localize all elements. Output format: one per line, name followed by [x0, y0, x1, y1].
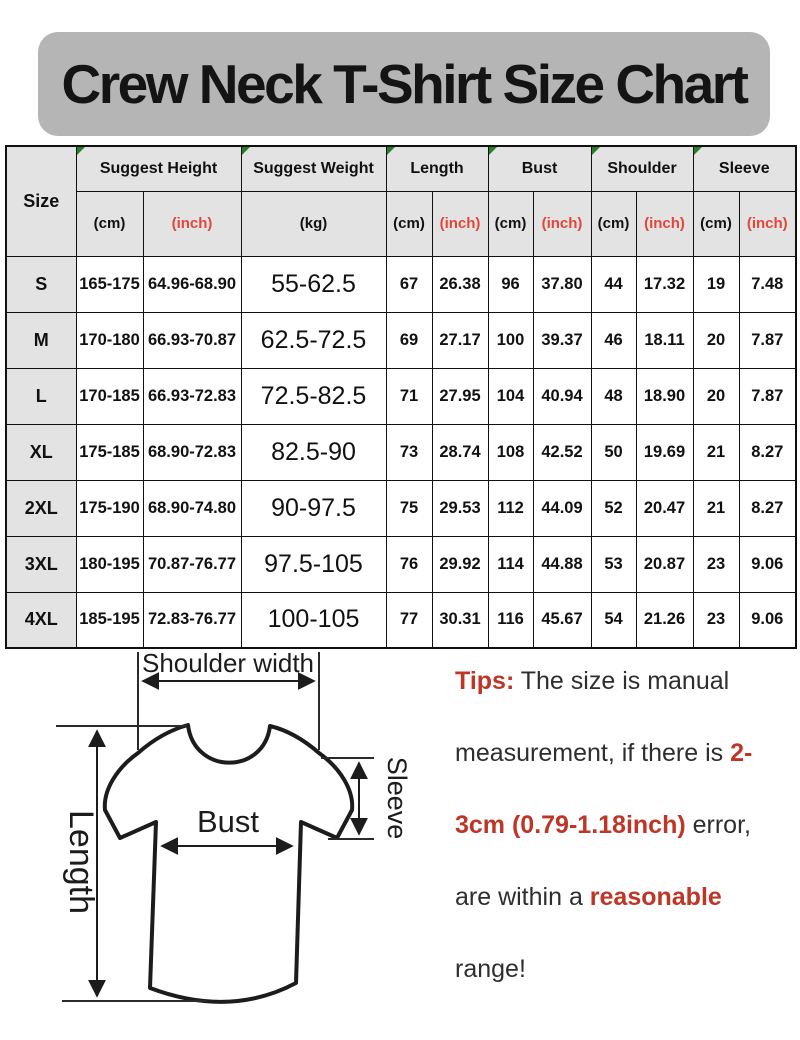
tips-text: The size is manual [514, 667, 730, 695]
value-cell: 75 [386, 480, 432, 536]
value-cell: 29.53 [432, 480, 488, 536]
size-cell: S [6, 256, 76, 312]
unit-header-height-cm: (cm) [76, 191, 143, 256]
value-cell: 8.27 [739, 424, 796, 480]
size-chart-table [5, 145, 797, 649]
value-cell: 20.87 [636, 536, 693, 592]
value-cell: 72.83-76.77 [143, 592, 241, 648]
value-cell: 39.37 [533, 312, 591, 368]
value-cell: 18.11 [636, 312, 693, 368]
value-cell: 9.06 [739, 536, 796, 592]
tips-line [455, 861, 800, 933]
value-cell: 90-97.5 [241, 480, 386, 536]
tshirt-outline [105, 725, 352, 1002]
value-cell: 17.32 [636, 256, 693, 312]
value-cell: 44.88 [533, 536, 591, 592]
size-cell: XL [6, 424, 76, 480]
size-cell: M [6, 312, 76, 368]
tips-text: are within a [455, 883, 590, 911]
tips-highlight: reasonable [589, 883, 722, 911]
tips-line [455, 789, 800, 861]
value-cell: 97.5-105 [241, 536, 386, 592]
value-cell: 68.90-74.80 [143, 480, 241, 536]
value-cell: 170-180 [76, 312, 143, 368]
tips-line [455, 933, 800, 1005]
tips-highlight: 3cm (0.79-1.18inch) [455, 811, 686, 839]
value-cell: 28.74 [432, 424, 488, 480]
value-cell: 9.06 [739, 592, 796, 648]
page-title: Crew Neck T-Shirt Size Chart [61, 53, 747, 115]
value-cell: 76 [386, 536, 432, 592]
value-cell: 30.31 [432, 592, 488, 648]
value-cell: 54 [591, 592, 636, 648]
size-cell: 4XL [6, 592, 76, 648]
col-header-suggest-weight: Suggest Weight [241, 146, 386, 191]
value-cell: 48 [591, 368, 636, 424]
value-cell: 68.90-72.83 [143, 424, 241, 480]
value-cell: 72.5-82.5 [241, 368, 386, 424]
size-cell: L [6, 368, 76, 424]
value-cell: 45.67 [533, 592, 591, 648]
value-cell: 112 [488, 480, 533, 536]
cell-marker-icon [592, 147, 600, 155]
tshirt-measurement-diagram [42, 650, 452, 1040]
value-cell: 23 [693, 592, 739, 648]
value-cell: 180-195 [76, 536, 143, 592]
length-label: Length [62, 810, 100, 914]
value-cell: 70.87-76.77 [143, 536, 241, 592]
value-cell: 108 [488, 424, 533, 480]
value-cell: 27.95 [432, 368, 488, 424]
unit-header-sleeve-inch: (inch) [739, 191, 796, 256]
value-cell: 7.87 [739, 368, 796, 424]
tips-text: measurement, if there is [455, 739, 731, 767]
col-header-length: Length [386, 146, 488, 191]
cell-marker-icon [242, 147, 250, 155]
unit-header-bust-cm: (cm) [488, 191, 533, 256]
unit-header-bust-inch: (inch) [533, 191, 591, 256]
value-cell: 7.87 [739, 312, 796, 368]
tips-text: range! [455, 955, 526, 983]
cell-marker-icon [694, 147, 702, 155]
col-header-sleeve: Sleeve [693, 146, 796, 191]
value-cell: 116 [488, 592, 533, 648]
size-cell: 2XL [6, 480, 76, 536]
tips-line [455, 645, 800, 717]
value-cell: 42.52 [533, 424, 591, 480]
tips-note [455, 645, 800, 1005]
value-cell: 66.93-70.87 [143, 312, 241, 368]
tips-line [455, 717, 800, 789]
sleeve-label: Sleeve [382, 756, 412, 840]
value-cell: 64.96-68.90 [143, 256, 241, 312]
table-row [6, 312, 796, 368]
unit-header-shoulder-inch: (inch) [636, 191, 693, 256]
value-cell: 44.09 [533, 480, 591, 536]
value-cell: 21 [693, 424, 739, 480]
value-cell: 19.69 [636, 424, 693, 480]
value-cell: 23 [693, 536, 739, 592]
value-cell: 20.47 [636, 480, 693, 536]
value-cell: 7.48 [739, 256, 796, 312]
value-cell: 40.94 [533, 368, 591, 424]
value-cell: 114 [488, 536, 533, 592]
value-cell: 175-185 [76, 424, 143, 480]
col-header-shoulder: Shoulder [591, 146, 693, 191]
tips-highlight: 2- [730, 739, 753, 767]
table-row [6, 368, 796, 424]
value-cell: 66.93-72.83 [143, 368, 241, 424]
table-row [6, 592, 796, 648]
value-cell: 19 [693, 256, 739, 312]
table-row [6, 536, 796, 592]
unit-header-length-cm: (cm) [386, 191, 432, 256]
table-row [6, 256, 796, 312]
value-cell: 73 [386, 424, 432, 480]
cell-marker-icon [387, 147, 395, 155]
value-cell: 26.38 [432, 256, 488, 312]
cell-marker-icon [77, 147, 85, 155]
shoulder-width-label: Shoulder width [142, 650, 314, 678]
col-header-size: Size [6, 146, 76, 256]
value-cell: 170-185 [76, 368, 143, 424]
value-cell: 20 [693, 312, 739, 368]
cell-marker-icon [489, 147, 497, 155]
value-cell: 52 [591, 480, 636, 536]
value-cell: 62.5-72.5 [241, 312, 386, 368]
unit-header-height-inch: (inch) [143, 191, 241, 256]
unit-header-weight-kg: (kg) [241, 191, 386, 256]
value-cell: 71 [386, 368, 432, 424]
bust-label: Bust [196, 804, 260, 839]
unit-header-shoulder-cm: (cm) [591, 191, 636, 256]
value-cell: 104 [488, 368, 533, 424]
value-cell: 50 [591, 424, 636, 480]
value-cell: 96 [488, 256, 533, 312]
title-banner [38, 32, 770, 136]
tips-text: error, [685, 811, 751, 839]
value-cell: 69 [386, 312, 432, 368]
unit-header-length-inch: (inch) [432, 191, 488, 256]
value-cell: 21 [693, 480, 739, 536]
value-cell: 165-175 [76, 256, 143, 312]
value-cell: 67 [386, 256, 432, 312]
value-cell: 20 [693, 368, 739, 424]
col-header-suggest-height: Suggest Height [76, 146, 241, 191]
value-cell: 100 [488, 312, 533, 368]
value-cell: 8.27 [739, 480, 796, 536]
tips-highlight: Tips: [455, 667, 515, 695]
table-row [6, 424, 796, 480]
value-cell: 29.92 [432, 536, 488, 592]
value-cell: 46 [591, 312, 636, 368]
value-cell: 27.17 [432, 312, 488, 368]
value-cell: 100-105 [241, 592, 386, 648]
unit-header-sleeve-cm: (cm) [693, 191, 739, 256]
value-cell: 185-195 [76, 592, 143, 648]
size-cell: 3XL [6, 536, 76, 592]
value-cell: 55-62.5 [241, 256, 386, 312]
value-cell: 77 [386, 592, 432, 648]
value-cell: 53 [591, 536, 636, 592]
value-cell: 37.80 [533, 256, 591, 312]
table-row [6, 480, 796, 536]
value-cell: 18.90 [636, 368, 693, 424]
value-cell: 175-190 [76, 480, 143, 536]
col-header-bust: Bust [488, 146, 591, 191]
value-cell: 21.26 [636, 592, 693, 648]
value-cell: 44 [591, 256, 636, 312]
value-cell: 82.5-90 [241, 424, 386, 480]
